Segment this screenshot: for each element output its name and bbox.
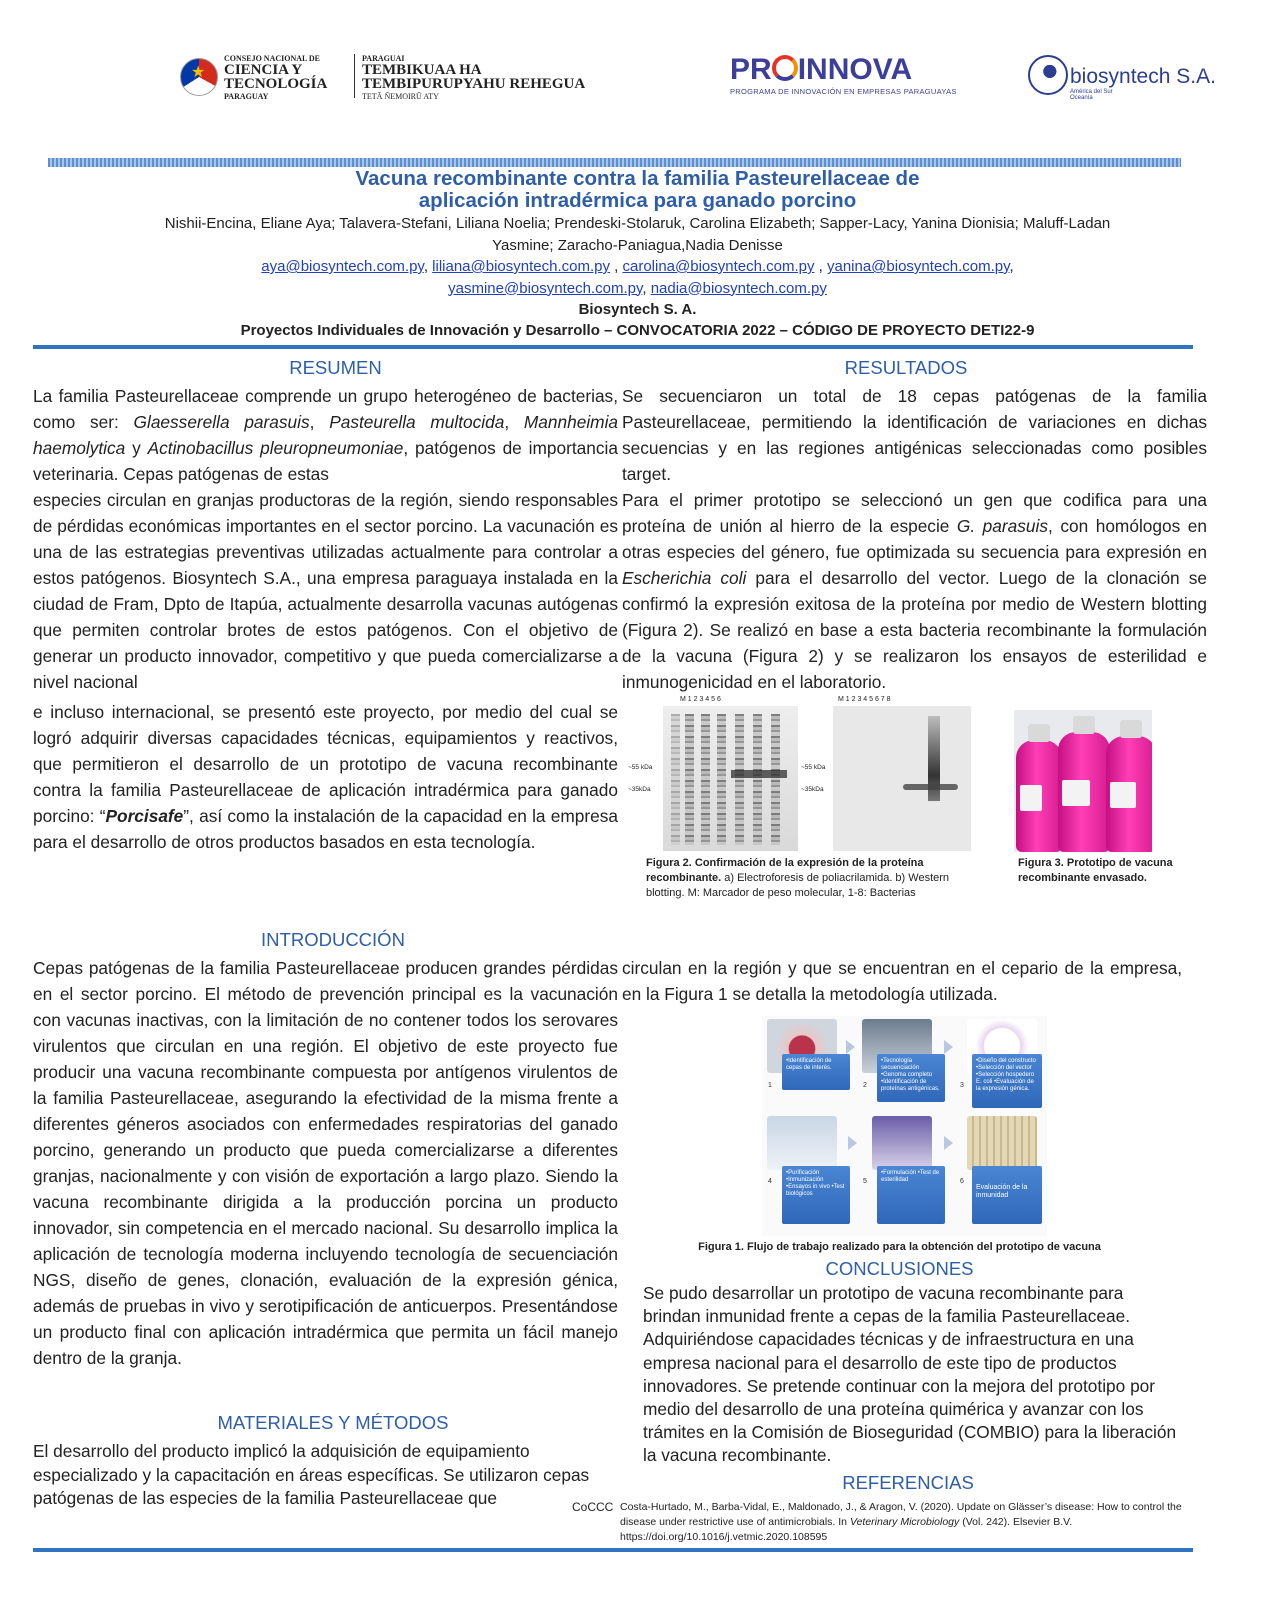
proinnova-wordmark (730, 55, 995, 85)
species-name: Actinobacillus pleuropneumoniae (147, 438, 404, 458)
logo-divider (354, 54, 355, 98)
emails-line2 (120, 278, 1155, 300)
paraguay-name (362, 63, 585, 91)
referencias-heading: REFERENCIAS (842, 1472, 974, 1493)
authors-line1: Nishii-Encina, Eliane Aya; Talavera-Stefani, Liliana Noelia; Prendeski-Stolaruk, Carolina Elizabeth; Sapper-Lacy, Yanina Dionisia; Maluff-Ladan (164, 215, 1111, 232)
project-code: Proyectos Individuales de Innovación y Desarrollo – CONVOCATORIA 2022 – CÓDIGO DE PROYECTO DETI22-9 (240, 322, 1035, 339)
email-separator: , (1009, 258, 1014, 275)
conacyt-line1: CONSEJO NACIONAL DE (224, 54, 321, 63)
resultados-heading: RESULTADOS (844, 357, 968, 378)
text-span: para el desarrollo del vector. Luego de la clonación se confirmó la expresión exitosa de la proteína por medio de Western blotting (Figura 2). Se realizó en base a esta bacteria recombinante la formulación de la vacuna (Figura 2) y se realizaron los ensayos de esterilidad e inmunogenicidad en el laboratorio. (622, 568, 1207, 692)
proinnova-logo (730, 55, 995, 97)
lab-worker-image (767, 1116, 837, 1170)
figure1-workflow (762, 1016, 1047, 1236)
organization: Biosyntech S. A. (578, 301, 697, 318)
figure3-caption: Figura 3. Prototipo de vacuna recombinante envasado. (1018, 857, 1173, 884)
species-name: Mannheimia haemolytica (33, 412, 619, 458)
paraguay-line1: PARAGUAI (362, 54, 405, 63)
step-number: 3 (960, 1082, 964, 1089)
western-blot-image (833, 706, 971, 851)
email-separator: , (814, 258, 823, 275)
step-number: 2 (863, 1082, 867, 1089)
step-number: 4 (768, 1178, 772, 1185)
conacyt-name (224, 63, 327, 91)
conacyt-line4: PARAGUAY (224, 92, 269, 101)
header-band (48, 158, 1181, 167)
conacyt-logo (180, 52, 640, 100)
resultados-p2 (622, 487, 1207, 695)
proinnova-name-b: INNOVA (797, 53, 913, 86)
email-link[interactable]: liliana@biosyntech.com.py (432, 258, 610, 275)
email-link[interactable]: aya@biosyntech.com.py (261, 258, 424, 275)
text-span: e incluso internacional, se presentó este proyecto, por medio del cual se logró adquirir diversas capacidades técnicas, equipamientos y reactivos, que permitieron el desarrollo de un prototipo de vacuna recombinante contra la familia Pasteurellaceae de aplicación intradérmica para ganado porcino: “ (33, 702, 618, 826)
workflow-step-3: •Diseño del constructo •Selección del vector •Selección hospedero E. coli •Evaluación de la expresión génica. (972, 1054, 1042, 1108)
emails-line1 (120, 256, 1155, 278)
email-separator: , (423, 258, 428, 275)
introduccion-heading: INTRODUCCIÓN (261, 929, 405, 950)
biosyntech-logo (1028, 55, 1228, 103)
email-link[interactable]: carolina@biosyntech.com.py (622, 258, 815, 275)
email-separator: , (642, 279, 647, 297)
resumen-heading: RESUMEN (289, 357, 382, 378)
resumen-text (33, 383, 618, 695)
poster-title (0, 168, 1275, 212)
arrow-icon (944, 1136, 953, 1150)
text-span: , (504, 412, 524, 432)
footer-rule (33, 1548, 1193, 1552)
proinnova-subtitle: PROGRAMA DE INNOVACIÓN EN EMPRESAS PARAGUAYAS (730, 87, 957, 96)
arrow-icon (846, 1040, 855, 1054)
paraguay-line3: TEMBIPURUPYAHU REHEGUA (362, 76, 586, 92)
text-span: , patógenos de importancia veterinaria. Cepas patógenas de estas (33, 438, 618, 484)
journal-name: Veterinary Microbiology (849, 1516, 960, 1528)
blot-lane-labels: M 1 2 3 4 5 6 7 8 (838, 696, 891, 703)
reference-doi[interactable]: https://doi.org/10.1016/j.vetmic.2020.108595 (620, 1531, 828, 1543)
figure2-caption (646, 856, 981, 901)
step-number: 5 (863, 1178, 867, 1185)
resumen-p2: especies circulan en granjas productoras de la región, siendo responsables de pérdidas económicas importantes en el sector porcino. La vacunación es una de las estrategias preventivas utilizadas actualmente para controlar a estos patógenos. Biosyntech S.A., una empresa paraguaya instalada en la ciudad de Fram, Dpto de Itapúa, actualmente desarrolla vacunas autógenas que permiten controlar brotes de estos patógenos. Con el objetivo de generar un producto innovador, competitivo y que pueda comercializarse a nivel nacional (33, 490, 618, 692)
conacyt-line2: CIENCIA Y (224, 62, 303, 78)
text-span: ”, así como la instalación de la capacidad en la empresa para el desarrollo de otros productos basados en esta tecnología. (33, 806, 618, 852)
gel-lane-labels: M 1 2 3 4 5 6 (680, 696, 721, 703)
resumen-text-cont (33, 699, 618, 855)
marker-55-label: ~55 kDa (801, 764, 826, 771)
marker-35-label: ~35kDa (628, 786, 651, 793)
elisa-plate-image (967, 1116, 1037, 1170)
email-link[interactable]: yanina@biosyntech.com.py (826, 258, 1010, 275)
introduccion-text-right: circulan en la región y que se encuentran en el cepario de la empresa, en la Figura 1 se detalla la metodología utilizada. (622, 958, 1182, 1004)
brand-name: Porcisafe (105, 806, 184, 826)
resumen-p3 (33, 699, 618, 855)
biosyntech-name: biosyntech S.A. (1070, 65, 1216, 88)
species-name: Escherichia coli (622, 568, 747, 588)
arrow-icon (944, 1040, 953, 1054)
workflow-step-2: •Tecnología secuenciación •Genoma completo •Identificación de proteínas antigénicas. (877, 1054, 945, 1102)
marker-55-label: ~55 kDa (628, 764, 653, 771)
text-span: y (125, 438, 148, 458)
proinnova-name-a: PR (730, 53, 772, 86)
vial-image (872, 1116, 932, 1170)
step-number: 1 (768, 1082, 772, 1089)
workflow-step-5: •Formulación •Test de esterilidad (877, 1166, 945, 1224)
sds-page-gel-image (663, 706, 798, 851)
species-name: Glaesserella parasuis (133, 412, 310, 432)
star-icon: ★ (191, 64, 206, 81)
species-name: Pasteurella multocida (329, 412, 505, 432)
materiales-text: El desarrollo del producto implicó la adquisición de equipamiento especializado y la capacitación en áreas específicas. Se utilizaron cepas patógenas de las especies de la familia Pasteurellaceae que (33, 1441, 590, 1508)
workflow-step-6: Evaluación de la inmunidad (972, 1166, 1042, 1224)
conacyt-line3: TECNOLOGÍA (224, 76, 328, 92)
email-link[interactable]: yasmine@biosyntech.com.py (448, 279, 643, 297)
reference-prefix: CoCCC (572, 1500, 614, 1514)
paraguay-line2: TEMBIKUAA HA (362, 62, 482, 78)
biosyntech-subtitle: América del Sur Oceanía (1070, 89, 1113, 101)
resultados-text (622, 383, 1207, 695)
text-span: (Vol. 242). Elsevier B.V. (959, 1516, 1073, 1528)
text-span: Para el primer prototipo se seleccionó un gen que codifica para una proteína de unión al hierro de la especie (622, 490, 1207, 536)
paraguay-line4: TETÃ ÑEMOIRŨ ATY (362, 92, 439, 101)
introduccion-text: Cepas patógenas de la familia Pasteurellaceae producen grandes pérdidas en el sector porcino. El método de prevención principal es la vacunación con vacunas inactivas, con la limitación de no contener todos los serovares virulentos que circulan en una región. El objetivo de este proyecto fue producir una vacuna recombinante compuesta por antígenos virulentos de la familia Pasteurellaceae, asegurando la efectividad de la misma frente a diferentes géneros asociados con enfermedades respiratorias del ganado porcino, generando un producto que pueda comercializarse a diferentes granjas, nacionalmente y con visión de exportación a largo plazo. Siendo la vacuna recombinante dirigida a la producción porcina un producto innovador, sin competencia en el mercado nacional. Su desarrollo implica la aplicación de tecnología moderna incluyendo tecnología de secuenciación NGS, diseño de genes, clonación, evaluación de la expresión génica, además de pruebas in vivo y serotipificación de anticuerpos. Presentándose un producto final con aplicación intradérmica que permita un fácil manejo dentro de la granja. (33, 958, 618, 1368)
email-separator: , (609, 258, 619, 275)
workflow-step-4: •Purificación •Inmunización •Ensayos in vivo •Test biológicos (782, 1166, 850, 1224)
title-line2: aplicación intradérmica para ganado porcino (418, 189, 857, 212)
text-span: , con homólogos en otras especies del género, fue optimizada su secuencia para expresión en (622, 516, 1207, 562)
globe-icon (1028, 55, 1068, 95)
marker-35-label: ~35kDa (801, 786, 824, 793)
proinnova-o-icon (772, 55, 798, 81)
header-rule (33, 345, 1193, 349)
email-link[interactable]: nadia@biosyntech.com.py (650, 279, 827, 297)
resultados-p1: Se secuenciaron un total de 18 cepas patógenas de la familia Pasteurellaceae, permitiendo la identificación de variaciones en dichas secuencias y en las regiones antigénicas seleccionadas como posibles target. (622, 386, 1207, 484)
conclusiones-text: Se pudo desarrollar un prototipo de vacuna recombinante para brindan inmunidad frente a cepas de la familia Pasteurellaceae. Adquiriéndose capacidades técnicas y de infraestructura en una empresa nacional para el desarrollo de este tipo de productos innovadores. Se pretende continuar con la mejora del prototipo por medio del desarrollo de una proteína quimérica y avanzar con los trámites en la Comisión de Bioseguridad (COMBIO) para la liberación la vacuna recombinante. (643, 1283, 1177, 1466)
conclusiones-heading: CONCLUSIONES (825, 1258, 974, 1279)
caption-bold: Figura 2. Confirmación de la expresión de la proteína recombinante. (646, 857, 924, 884)
figure1-caption: Figura 1. Flujo de trabajo realizado para la obtención del prototipo de vacuna (698, 1241, 1101, 1253)
materiales-heading: MATERIALES Y MÉTODOS (217, 1412, 449, 1433)
reference-entry (620, 1500, 1185, 1545)
text-span: La familia Pasteurellaceae comprende un grupo heterogéneo de bacterias, como ser: (33, 386, 618, 432)
authors (120, 213, 1155, 256)
caption-text: a) Electroforesis de poliacrilamida. b) Western blotting. M: Marcador de peso molecular, 1-8: Bacterias (646, 872, 950, 899)
step-number: 6 (960, 1178, 964, 1185)
species-name: G. parasuis (956, 516, 1049, 536)
resumen-p1 (33, 383, 618, 487)
figure2-images (628, 696, 998, 856)
workflow-step-1: •Identificación de cepas de interés. (782, 1054, 850, 1090)
vaccine-bottles-image (1014, 710, 1152, 852)
title-line1: Vacuna recombinante contra la familia Pasteurellaceae de (355, 167, 920, 190)
emails (120, 256, 1155, 299)
arrow-icon (848, 1136, 857, 1150)
text-span: Costa-Hurtado, M., Barba-Vidal, E., Maldonado, J., & Aragon, V. (2020). Update on Glässer’s disease: How to control the disease under restrictive use of antimicrobials. In (620, 1501, 1182, 1528)
authors-line2: Yasmine; Zaracho-Paniagua,Nadia Denisse (492, 236, 783, 254)
text-span: , (309, 412, 330, 432)
